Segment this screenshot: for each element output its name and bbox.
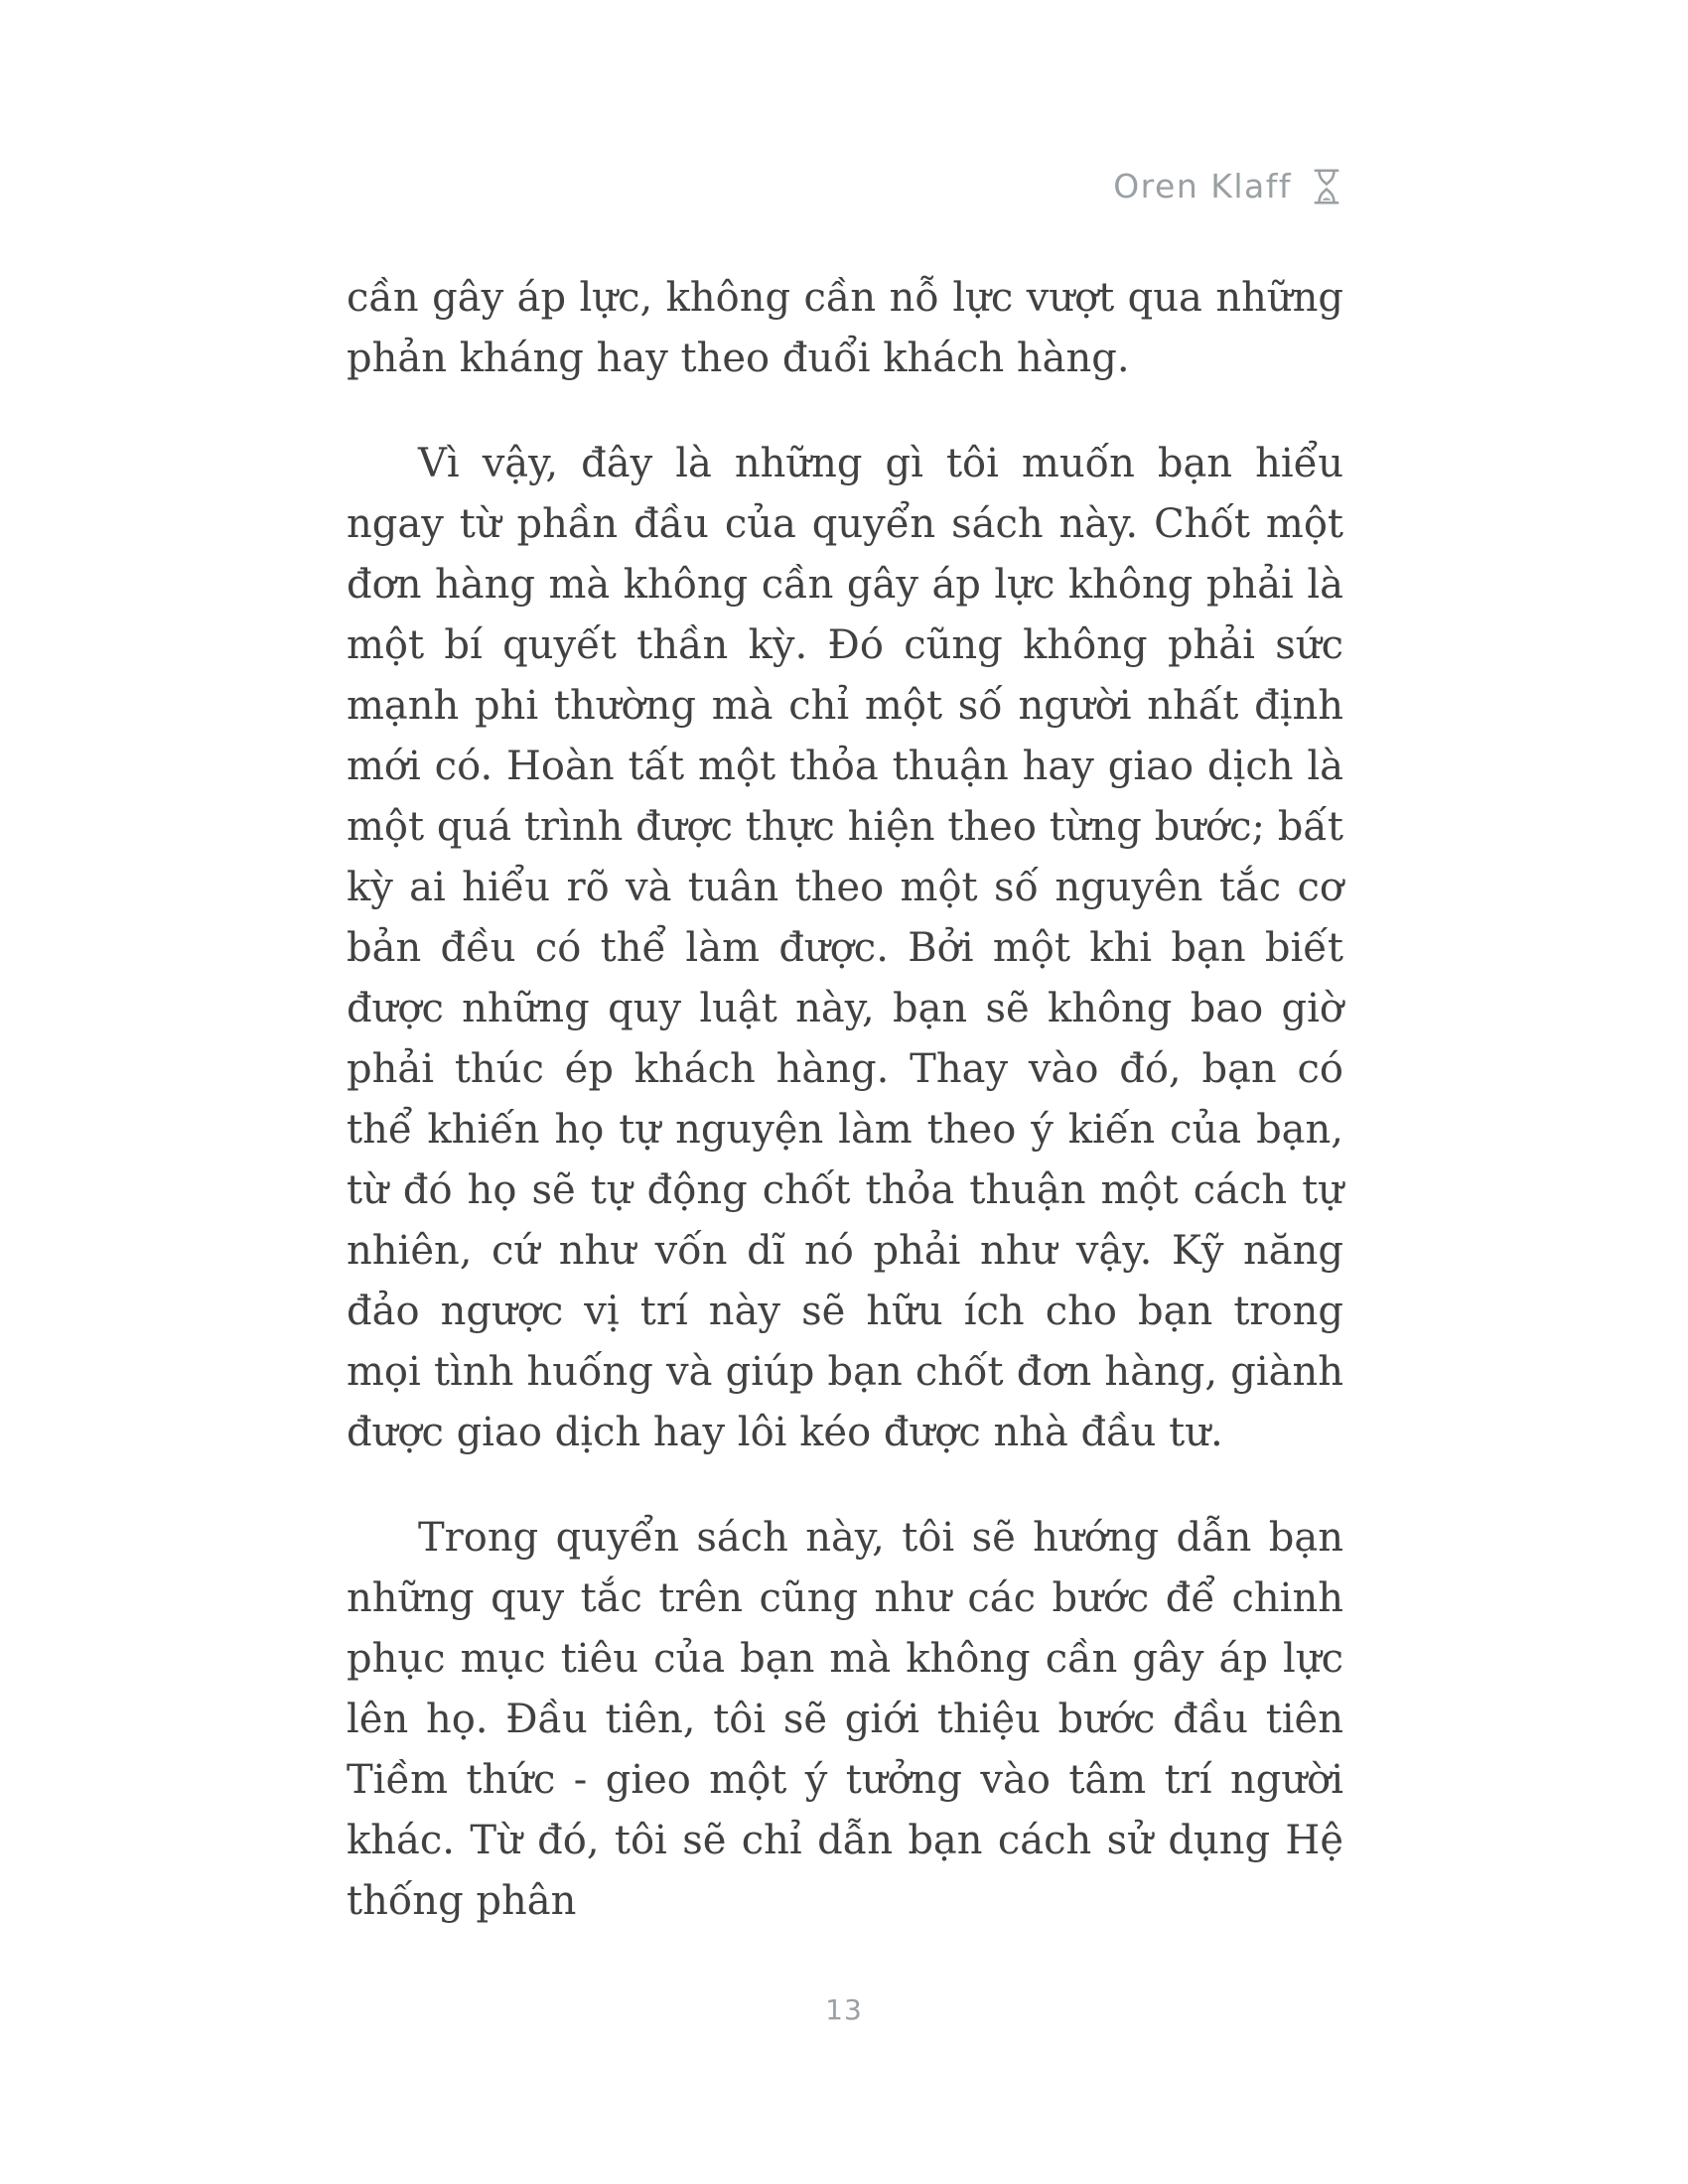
author-name: Oren Klaff [1113, 167, 1292, 205]
body-paragraph: Vì vậy, đây là những gì tôi muốn bạn hiểu ngay từ phần đầu của quyển sách này. Chốt một đơn hàng mà không cần gây áp lực không phải là một bí quyết thần kỳ. Đó cũng không phải sức mạnh phi thường mà chỉ một số người nhất định mới có. Hoàn tất một thỏa thuận hay giao dịch là một quá trình được thực hiện theo từng bước; bất kỳ ai hiểu rõ và tuân theo một số nguyên tắc cơ bản đều có thể làm được. Bởi một khi bạn biết được những quy luật này, bạn sẽ không bao giờ phải thúc ép khách hàng. Thay vào đó, bạn có thể khiến họ tự nguyện làm theo ý kiến của bạn, từ đó họ sẽ tự động chốt thỏa thuận một cách tự nhiên, cứ như vốn dĩ nó phải như vậy. Kỹ năng đảo ngược vị trí này sẽ hữu ích cho bạn trong mọi tình huống và giúp bạn chốt đơn hàng, giành được giao dịch hay lôi kéo được nhà đầu tư. [347, 441, 1343, 1455]
page-number: 13 [825, 1993, 863, 2026]
hourglass-icon [1312, 168, 1341, 205]
page-header [1113, 167, 1341, 205]
body-text [347, 268, 1343, 1977]
body-paragraph: Trong quyển sách này, tôi sẽ hướng dẫn bạn những quy tắc trên cũng như các bước để chinh phục mục tiêu của bạn mà không cần gây áp lực lên họ. Đầu tiên, tôi sẽ giới thiệu bước đầu tiên Tiềm thức - gieo một ý tưởng vào tâm trí người khác. Từ đó, tôi sẽ chỉ dẫn bạn cách sử dụng Hệ thống phân [347, 1515, 1343, 1924]
body-paragraph: cần gây áp lực, không cần nỗ lực vượt qua những phản kháng hay theo đuổi khách hàng. [347, 275, 1343, 381]
